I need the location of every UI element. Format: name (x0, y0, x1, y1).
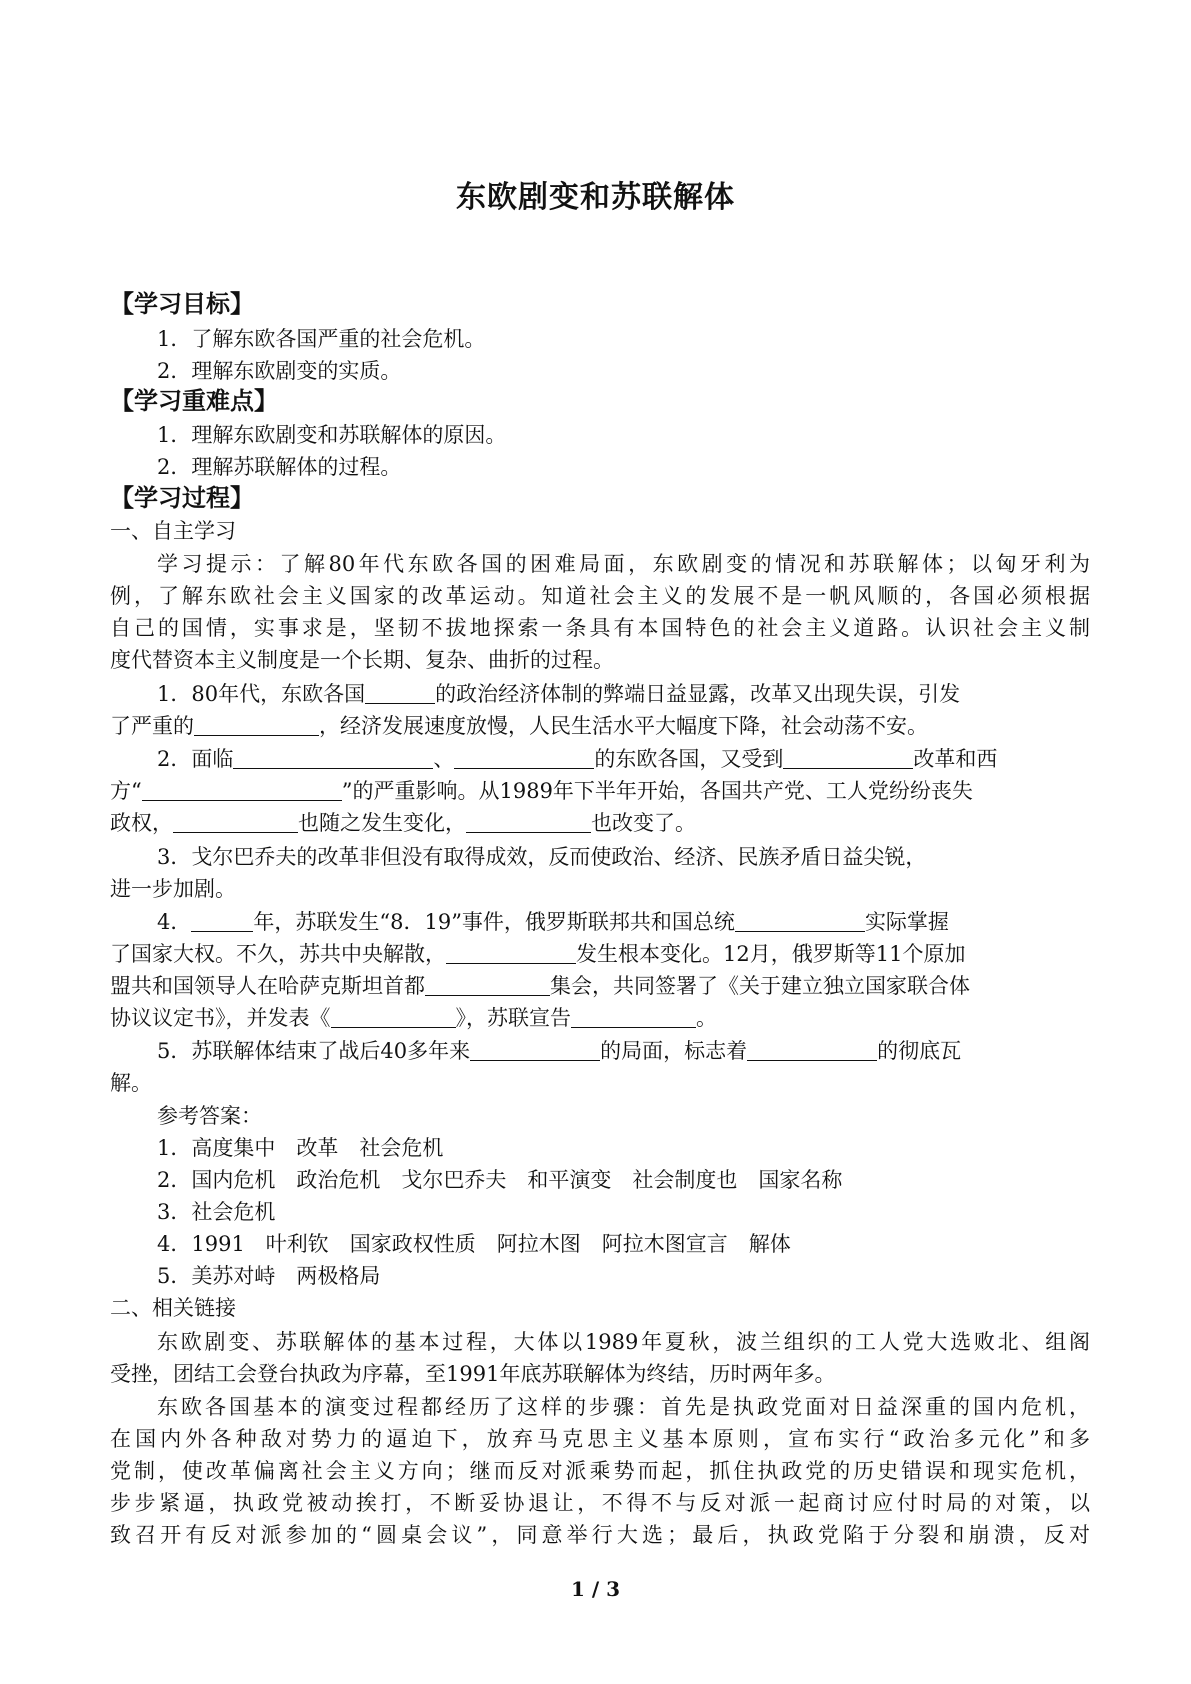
subsection-related-links: 二、相关链接 (110, 1296, 236, 1320)
answer-blank[interactable] (446, 941, 576, 964)
answer-4: 4．1991 叶利钦 国家政权性质 阿拉木图 阿拉木图宣言 解体 (157, 1232, 791, 1256)
question-2-line-1: 2．面临 、 的东欧各国，又受到 改革和西 (157, 747, 998, 771)
answer-blank[interactable] (331, 1005, 456, 1028)
para2-line-1: 东欧各国基本的演变过程都经历了这样的步骤：首先是执政党面对日益深重的国内危机， (157, 1395, 1090, 1419)
answer-1: 1．高度集中 改革 社会危机 (157, 1136, 444, 1160)
answer-blank[interactable] (783, 746, 913, 769)
page-number: 1 / 3 (570, 1577, 621, 1601)
question-3-line-1: 3．戈尔巴乔夫的改革非但没有取得成效，反而使政治、经济、民族矛盾日益尖锐， (157, 845, 927, 869)
answer-blank[interactable] (191, 909, 253, 932)
key-item-1: 1．理解东欧剧变和苏联解体的原因。 (157, 423, 507, 447)
tip-line-3: 自己的国情，实事求是，坚韧不拔地探索一条具有本国特色的社会主义道路。认识社会主义制 (110, 616, 1090, 640)
question-5-line-1: 5．苏联解体结束了战后40多年来 的局面，标志着 的彻底瓦 (157, 1039, 962, 1063)
answer-2: 2．国内危机 政治危机 戈尔巴乔夫 和平演变 社会制度也 国家名称 (157, 1168, 843, 1192)
question-4-line-3: 盟共和国领导人在哈萨克斯坦首都 集会，共同签署了《关于建立独立国家联合体 (110, 974, 970, 998)
question-1-line-2: 了严重的 ，经济发展速度放慢，人民生活水平大幅度下降，社会动荡不安。 (110, 714, 928, 738)
answer-blank[interactable] (454, 746, 594, 769)
para2-line-2: 在国内外各种敌对势力的逼迫下，放弃马克思主义基本原则，宣布实行“政治多元化”和多 (110, 1427, 1090, 1451)
process-heading: 【学习过程】 (110, 484, 254, 512)
question-3-line-2: 进一步加剧。 (110, 877, 236, 901)
answer-blank[interactable] (194, 713, 319, 736)
question-4-line-4: 协议议定书》，并发表《 》，苏联宣告 。 (110, 1006, 717, 1030)
answer-blank[interactable] (173, 810, 298, 833)
question-2-line-3: 政权， 也随之发生变化， 也改变了。 (110, 811, 696, 835)
tip-line-4: 度代替资本主义制度是一个长期、复杂、曲折的过程。 (110, 648, 614, 672)
question-4-line-1: 4． 年，苏联发生“8．19”事件，俄罗斯联邦共和国总统 实际掌握 (157, 910, 949, 934)
key-points-heading: 【学习重难点】 (110, 387, 278, 415)
para1-line-1: 东欧剧变、苏联解体的基本过程，大体以1989年夏秋，波兰组织的工人党大选败北、组阁 (157, 1330, 1090, 1354)
para2-line-5: 致召开有反对派参加的“圆桌会议”，同意举行大选；最后，执政党陷于分裂和崩溃，反对 (110, 1523, 1090, 1547)
para1-line-2: 受挫，团结工会登台执政为序幕，至1991年底苏联解体为终结，历时两年多。 (110, 1362, 836, 1386)
goals-heading: 【学习目标】 (110, 290, 254, 318)
goal-item-2: 2．理解东欧剧变的实质。 (157, 359, 402, 383)
answer-blank[interactable] (735, 909, 865, 932)
question-2-line-2: 方“ ”的严重影响。从1989年下半年开始，各国共产党、工人党纷纷丧失 (110, 779, 973, 803)
tip-line-2: 例，了解东欧社会主义国家的改革运动。知道社会主义的发展不是一帆风顺的，各国必须根据 (110, 584, 1090, 608)
tip-line-1: 学习提示：了解80年代东欧各国的困难局面，东欧剧变的情况和苏联解体；以匈牙利为 (157, 552, 1090, 576)
key-item-2: 2．理解苏联解体的过程。 (157, 455, 402, 479)
answer-blank[interactable] (142, 778, 342, 801)
subsection-self-study: 一、自主学习 (110, 519, 236, 543)
para2-line-3: 党制，使改革偏离社会主义方向；继而反对派乘势而起，抓住执政党的历史错误和现实危机， (110, 1459, 1090, 1483)
page-title: 东欧剧变和苏联解体 (456, 180, 735, 215)
answer-blank[interactable] (747, 1038, 877, 1061)
para2-line-4: 步步紧逼，执政党被动挨打，不断妥协退让，不得不与反对派一起商讨应付时局的对策，以 (110, 1491, 1090, 1515)
question-5-line-2: 解。 (110, 1071, 152, 1095)
answers-heading: 参考答案： (157, 1104, 262, 1128)
question-1-line-1: 1．80年代，东欧各国 的政治经济体制的弊端日益显露，改革又出现失误，引发 (157, 682, 961, 706)
question-4-line-2: 了国家大权。不久，苏共中央解散， 发生根本变化。12月，俄罗斯等11个原加 (110, 942, 966, 966)
answer-blank[interactable] (470, 1038, 600, 1061)
answer-5: 5．美苏对峙 两极格局 (157, 1264, 381, 1288)
answer-blank[interactable] (425, 973, 550, 996)
answer-blank[interactable] (365, 681, 435, 704)
answer-blank[interactable] (466, 810, 591, 833)
goal-item-1: 1．了解东欧各国严重的社会危机。 (157, 327, 486, 351)
answer-blank[interactable] (571, 1005, 696, 1028)
answer-3: 3．社会危机 (157, 1200, 276, 1224)
answer-blank[interactable] (233, 746, 433, 769)
